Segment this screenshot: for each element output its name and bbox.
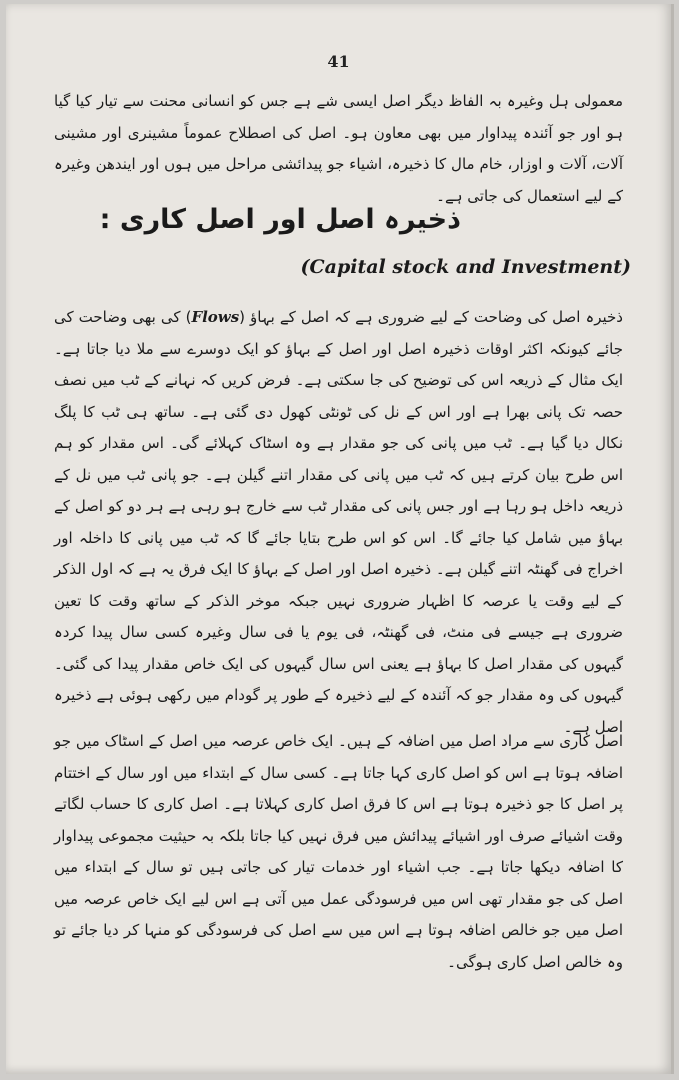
intro-paragraph-text: معمولی ہل وغیرہ بہ الفاظ دیگر اصل ایسی شے ہے جس کو انسانی محنت سے تیار کیا گیا ہو اور جو آئندہ پیداوار میں بھی معاون ہو۔ اصل کی اصطلاح عموماً مشینری اور مشینی آلات، آلات و اوزار، خام مال کا ذخیرہ، اشیاء جو پیدائشی مراحل میں ہوں اور ایندھن وغیرہ کے لیے استعمال کی جاتی ہے۔ (54, 92, 623, 205)
investment-paragraph-text: اصل کاری سے مراد اصل میں اضافہ کے ہیں۔ ایک خاص عرصہ میں اصل کے اسٹاک میں جو اضافہ ہوتا ہے اس کو اصل کاری کہا جاتا ہے۔ کسی سال کے ابتداء میں اور سال کے اختتام پر اصل کا جو ذخیرہ ہوتا ہے اس کا فرق اصل کاری کہلاتا ہے۔ اصل کاری کا حساب لگاتے وقت اشیائے صرف اور اشیائے پیدائش میں فرق نہیں کیا جاتا بلکہ بہ حیثیت مجموعی پیداوار کا اضافہ دیکھا جاتا ہے۔ جب اشیاء اور خدمات تیار کی جاتی ہیں تو سال کے ابتداء میں اصل کی جو مقدار تھی اس میں فرسودگی عمل میں آتی ہے اس لیے ایک خاص عرصہ میں اصل میں جو خالص اضافہ ہوتا ہے اس میں سے اصل کی فرسودگی کو منہا کر دیا جائے تو وہ خالص اصل کاری ہوگی۔ (54, 732, 623, 971)
intro-paragraph (54, 86, 623, 212)
paragraph-text-start: ذخیرہ اصل کی وضاحت کے لیے ضروری ہے کہ اصل کے بہاؤ ( (239, 308, 623, 326)
section-heading-urdu: ذخیرہ اصل اور اصل کاری : (99, 204, 461, 235)
paragraph-text-rest: ) کی بھی وضاحت کی جائے کیونکہ اکثر اوقات ذخیرہ اصل اور اصل کے بہاؤ کو ایک دوسرے سے ملا دیا جاتا ہے۔ ایک مثال کے ذریعہ اس کی توضیح کی جا سکتی ہے۔ فرض کریں کہ نہانے کے ٹب میں نصف حصہ تک پانی بھرا ہے اور اس کے نل کی ٹونٹی کھول دی گئی ہے۔ ساتھ ہی ٹب کا پلگ نکال دیا گیا ہے۔ ٹب میں پانی کی جو مقدار ہے وہ اسٹاک کہلائے گی۔ اس مقدار کو ہم اس طرح بیان کرتے ہیں کہ ٹب میں پانی کی مقدار اتنے گیلن ہے۔ جو پانی ٹب میں نل کے ذریعہ داخل ہو رہا ہے اور جس پانی کی مقدار ٹب سے خارج ہو رہی ہے ہر دو کو اصل کے بہاؤ میں شامل کیا جائے گا۔ اس کو اس طرح بتایا جائے گا کہ ٹب میں پانی کا داخلہ اور اخراج فی گھنٹہ اتنے گیلن ہے۔ ذخیرہ اصل اور اصل کے بہاؤ کا ایک فرق یہ ہے کہ اول الذکر کے لیے وقت یا عرصہ کا اظہار ضروری نہیں جبکہ موخر الذکر کے ساتھ وقت کا تعین ضروری ہے جیسے فی منٹ، فی گھنٹہ، فی یوم یا فی سال وغیرہ کسی سال پیدا کردہ گیہوں کی مقدار اصل کا بہاؤ ہے یعنی اس سال گیہوں کی ایک خاص مقدار پیدا کی گئی۔ گیہوں کی وہ مقدار جو کہ آئندہ کے لیے ذخیرہ کے طور پر گودام میں رکھی ہوئی ہے ذخیرہ اصل ہے۔ (54, 308, 623, 736)
capital-stock-paragraph-text (54, 302, 623, 743)
capital-stock-paragraph (54, 302, 623, 743)
flows-term: Flows (191, 308, 240, 326)
book-page (6, 4, 674, 1074)
investment-paragraph (54, 726, 623, 978)
section-heading-english: (Capital stock and Investment) (300, 256, 631, 278)
page-number: 41 (327, 52, 350, 71)
